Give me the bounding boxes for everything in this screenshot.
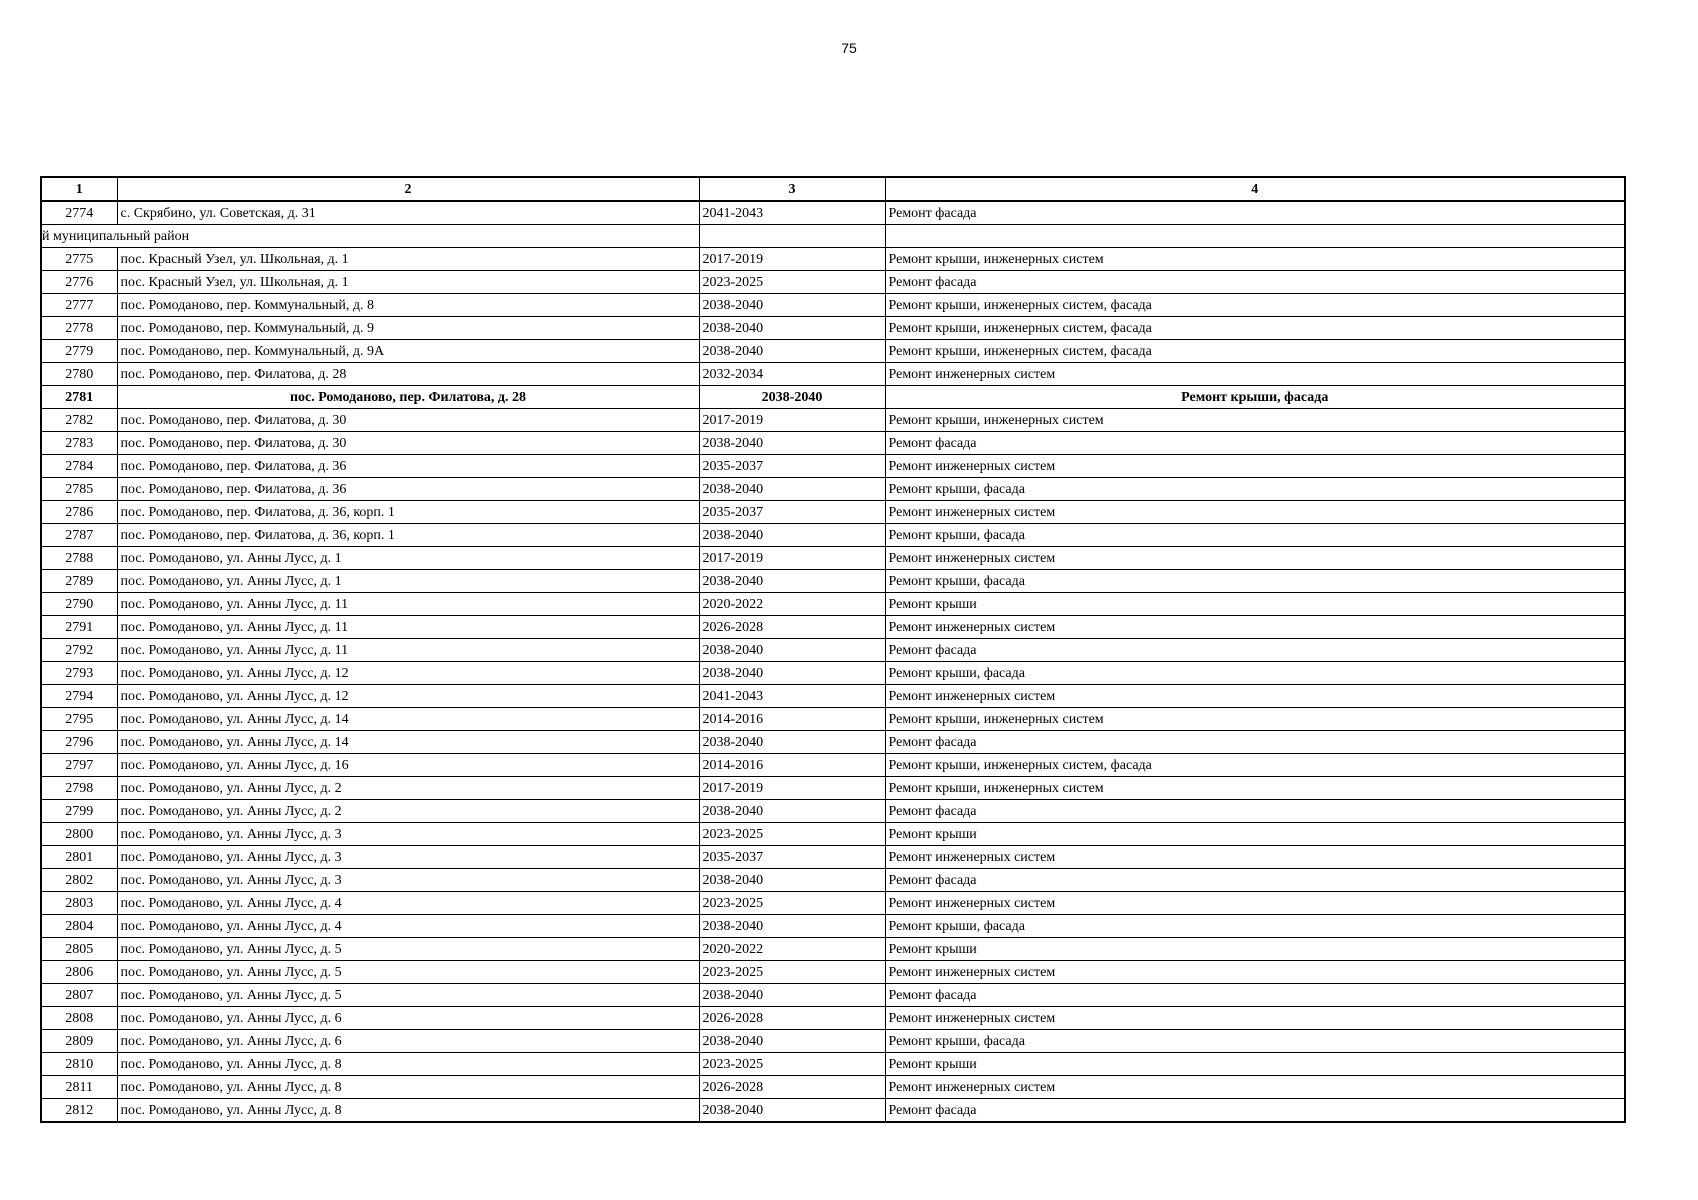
work-cell: Ремонт крыши, инженерных систем, фасада (885, 294, 1625, 317)
period-cell: 2023-2025 (699, 961, 885, 984)
period-cell: 2026-2028 (699, 1007, 885, 1030)
table-row (41, 685, 1625, 708)
period-cell: 2038-2040 (699, 800, 885, 823)
table-body (41, 201, 1625, 1122)
table-row (41, 1076, 1625, 1099)
work-cell: Ремонт инженерных систем (885, 616, 1625, 639)
period-cell: 2017-2019 (699, 547, 885, 570)
address-cell: пос. Ромоданово, пер. Филатова, д. 36 (117, 455, 699, 478)
address-cell: пос. Ромоданово, пер. Филатова, д. 30 (117, 432, 699, 455)
page-number: 75 (841, 40, 857, 56)
row-number-cell: 2779 (41, 340, 117, 363)
address-cell: пос. Ромоданово, пер. Филатова, д. 28 (117, 363, 699, 386)
period-cell: 2038-2040 (699, 570, 885, 593)
period-cell: 2038-2040 (699, 386, 885, 409)
address-cell: пос. Ромоданово, пер. Филатова, д. 36 (117, 478, 699, 501)
table-row (41, 777, 1625, 800)
work-cell: Ремонт крыши, инженерных систем (885, 777, 1625, 800)
work-cell: Ремонт крыши, фасада (885, 478, 1625, 501)
period-cell (699, 225, 885, 248)
row-number-cell: 2791 (41, 616, 117, 639)
table-row (41, 662, 1625, 685)
section-row (41, 225, 1625, 248)
address-cell: пос. Красный Узел, ул. Школьная, д. 1 (117, 248, 699, 271)
work-cell (885, 225, 1625, 248)
period-cell: 2020-2022 (699, 593, 885, 616)
header-row (41, 177, 1625, 201)
period-cell: 2038-2040 (699, 869, 885, 892)
work-cell: Ремонт инженерных систем (885, 1076, 1625, 1099)
row-number-cell: 2776 (41, 271, 117, 294)
table-row (41, 1053, 1625, 1076)
row-number-cell: 2774 (41, 201, 117, 225)
address-cell: пос. Ромоданово, ул. Анны Лусс, д. 12 (117, 662, 699, 685)
row-number-cell: 2802 (41, 869, 117, 892)
work-cell: Ремонт крыши, фасада (885, 662, 1625, 685)
period-cell: 2017-2019 (699, 409, 885, 432)
period-cell: 2023-2025 (699, 892, 885, 915)
row-number-cell: 2807 (41, 984, 117, 1007)
period-cell: 2038-2040 (699, 639, 885, 662)
period-cell: 2023-2025 (699, 823, 885, 846)
table-row (41, 1099, 1625, 1123)
column-header-period: 3 (699, 177, 885, 201)
period-cell: 2035-2037 (699, 455, 885, 478)
row-number-cell: 2793 (41, 662, 117, 685)
address-cell: пос. Ромоданово, пер. Филатова, д. 36, корп. 1 (117, 524, 699, 547)
table-row (41, 846, 1625, 869)
address-cell: пос. Ромоданово, ул. Анны Лусс, д. 16 (117, 754, 699, 777)
work-cell: Ремонт инженерных систем (885, 892, 1625, 915)
address-cell: пос. Ромоданово, ул. Анны Лусс, д. 3 (117, 823, 699, 846)
period-cell: 2038-2040 (699, 294, 885, 317)
table-row (41, 616, 1625, 639)
work-cell: Ремонт крыши (885, 593, 1625, 616)
table-row (41, 800, 1625, 823)
row-number-cell: 2784 (41, 455, 117, 478)
row-number-cell: 2800 (41, 823, 117, 846)
table-row (41, 915, 1625, 938)
repair-schedule-table (40, 176, 1626, 1123)
address-cell: пос. Ромоданово, ул. Анны Лусс, д. 8 (117, 1053, 699, 1076)
address-cell: пос. Ромоданово, пер. Филатова, д. 30 (117, 409, 699, 432)
row-number-cell: 2805 (41, 938, 117, 961)
period-cell: 2038-2040 (699, 1099, 885, 1123)
row-number-cell: 2806 (41, 961, 117, 984)
table-row (41, 317, 1625, 340)
period-cell: 2038-2040 (699, 317, 885, 340)
column-header-address: 2 (117, 177, 699, 201)
work-cell: Ремонт фасада (885, 731, 1625, 754)
address-cell: пос. Ромоданово, ул. Анны Лусс, д. 5 (117, 938, 699, 961)
row-number-cell: 2782 (41, 409, 117, 432)
work-cell: Ремонт инженерных систем (885, 685, 1625, 708)
period-cell: 2038-2040 (699, 731, 885, 754)
address-cell: пос. Ромоданово, ул. Анны Лусс, д. 6 (117, 1030, 699, 1053)
work-cell: Ремонт фасада (885, 1099, 1625, 1123)
period-cell: 2038-2040 (699, 524, 885, 547)
work-cell: Ремонт крыши (885, 938, 1625, 961)
period-cell: 2038-2040 (699, 432, 885, 455)
period-cell: 2017-2019 (699, 248, 885, 271)
row-number-cell: 2794 (41, 685, 117, 708)
work-cell: Ремонт крыши, фасада (885, 570, 1625, 593)
work-cell: Ремонт инженерных систем (885, 961, 1625, 984)
address-cell: пос. Ромоданово, ул. Анны Лусс, д. 14 (117, 731, 699, 754)
table-row (41, 708, 1625, 731)
table-row (41, 1030, 1625, 1053)
table-row (41, 547, 1625, 570)
work-cell: Ремонт крыши, инженерных систем, фасада (885, 340, 1625, 363)
row-number-cell: 2780 (41, 363, 117, 386)
period-cell: 2026-2028 (699, 1076, 885, 1099)
period-cell: 2032-2034 (699, 363, 885, 386)
work-cell: Ремонт инженерных систем (885, 1007, 1625, 1030)
address-cell: пос. Ромоданово, ул. Анны Лусс, д. 2 (117, 800, 699, 823)
period-cell: 2023-2025 (699, 1053, 885, 1076)
work-cell: Ремонт крыши, инженерных систем (885, 409, 1625, 432)
row-number-cell: 2790 (41, 593, 117, 616)
period-cell: 2026-2028 (699, 616, 885, 639)
work-cell: Ремонт инженерных систем (885, 846, 1625, 869)
period-cell: 2020-2022 (699, 938, 885, 961)
row-number-cell: 2789 (41, 570, 117, 593)
period-cell: 2038-2040 (699, 340, 885, 363)
row-number-cell: 2797 (41, 754, 117, 777)
table-row (41, 731, 1625, 754)
work-cell: Ремонт инженерных систем (885, 363, 1625, 386)
table-row (41, 754, 1625, 777)
address-cell: пос. Ромоданово, пер. Филатова, д. 36, корп. 1 (117, 501, 699, 524)
period-cell: 2041-2043 (699, 685, 885, 708)
period-cell: 2035-2037 (699, 501, 885, 524)
table-row (41, 984, 1625, 1007)
row-number-cell: 2775 (41, 248, 117, 271)
work-cell: Ремонт фасада (885, 984, 1625, 1007)
work-cell: Ремонт крыши, фасада (885, 524, 1625, 547)
address-cell: пос. Ромоданово, пер. Филатова, д. 28 (117, 386, 699, 409)
period-cell: 2038-2040 (699, 1030, 885, 1053)
row-number-cell: 2796 (41, 731, 117, 754)
row-number-cell: 2809 (41, 1030, 117, 1053)
work-cell: Ремонт крыши, инженерных систем (885, 708, 1625, 731)
address-cell: пос. Ромоданово, ул. Анны Лусс, д. 3 (117, 846, 699, 869)
column-header-number: 1 (41, 177, 117, 201)
row-number-cell: 2792 (41, 639, 117, 662)
work-cell: Ремонт инженерных систем (885, 455, 1625, 478)
work-cell: Ремонт инженерных систем (885, 501, 1625, 524)
address-cell: пос. Ромоданово, ул. Анны Лусс, д. 14 (117, 708, 699, 731)
work-cell: Ремонт крыши, инженерных систем, фасада (885, 754, 1625, 777)
work-cell: Ремонт фасада (885, 639, 1625, 662)
table-row (41, 340, 1625, 363)
table-header (41, 177, 1625, 201)
work-cell: Ремонт фасада (885, 271, 1625, 294)
table-row (41, 455, 1625, 478)
address-cell: пос. Ромоданово, ул. Анны Лусс, д. 4 (117, 915, 699, 938)
work-cell: Ремонт крыши, фасада (885, 386, 1625, 409)
address-cell: с. Скрябино, ул. Советская, д. 31 (117, 201, 699, 225)
period-cell: 2038-2040 (699, 478, 885, 501)
work-cell: Ремонт фасада (885, 432, 1625, 455)
row-number-cell: 2785 (41, 478, 117, 501)
row-number-cell: 2781 (41, 386, 117, 409)
row-number-cell: 2799 (41, 800, 117, 823)
table-row (41, 386, 1625, 409)
table-row (41, 639, 1625, 662)
address-cell: пос. Ромоданово, ул. Анны Лусс, д. 4 (117, 892, 699, 915)
table-row (41, 524, 1625, 547)
address-cell: пос. Ромоданово, ул. Анны Лусс, д. 12 (117, 685, 699, 708)
row-number-cell: 2795 (41, 708, 117, 731)
period-cell: 2014-2016 (699, 708, 885, 731)
row-number-cell: 2801 (41, 846, 117, 869)
address-cell: пос. Ромоданово, ул. Анны Лусс, д. 5 (117, 984, 699, 1007)
table-row (41, 892, 1625, 915)
work-cell: Ремонт крыши, фасада (885, 1030, 1625, 1053)
table-row (41, 869, 1625, 892)
work-cell: Ремонт крыши, инженерных систем, фасада (885, 317, 1625, 340)
table-row (41, 409, 1625, 432)
work-cell: Ремонт крыши (885, 823, 1625, 846)
row-number-cell: 2786 (41, 501, 117, 524)
work-cell: Ремонт крыши, фасада (885, 915, 1625, 938)
row-number-cell: 2788 (41, 547, 117, 570)
row-number-cell: 2798 (41, 777, 117, 800)
table-row (41, 593, 1625, 616)
table-row (41, 432, 1625, 455)
address-cell: пос. Ромоданово, пер. Коммунальный, д. 9 (117, 317, 699, 340)
work-cell: Ремонт фасада (885, 800, 1625, 823)
table-row (41, 823, 1625, 846)
period-cell: 2038-2040 (699, 662, 885, 685)
table-row (41, 271, 1625, 294)
address-cell: пос. Ромоданово, ул. Анны Лусс, д. 8 (117, 1099, 699, 1123)
row-number-cell: 2803 (41, 892, 117, 915)
table-row (41, 363, 1625, 386)
section-label: й муниципальный район (41, 225, 699, 248)
address-cell: пос. Ромоданово, ул. Анны Лусс, д. 11 (117, 616, 699, 639)
address-cell: пос. Ромоданово, ул. Анны Лусс, д. 8 (117, 1076, 699, 1099)
row-number-cell: 2777 (41, 294, 117, 317)
work-cell: Ремонт крыши, инженерных систем (885, 248, 1625, 271)
address-cell: пос. Ромоданово, ул. Анны Лусс, д. 3 (117, 869, 699, 892)
table-row (41, 501, 1625, 524)
row-number-cell: 2808 (41, 1007, 117, 1030)
table-row (41, 961, 1625, 984)
address-cell: пос. Ромоданово, ул. Анны Лусс, д. 1 (117, 547, 699, 570)
work-cell: Ремонт фасада (885, 201, 1625, 225)
address-cell: пос. Ромоданово, пер. Коммунальный, д. 8 (117, 294, 699, 317)
table-row (41, 294, 1625, 317)
row-number-cell: 2804 (41, 915, 117, 938)
period-cell: 2023-2025 (699, 271, 885, 294)
table-row (41, 248, 1625, 271)
table-row (41, 478, 1625, 501)
address-cell: пос. Ромоданово, ул. Анны Лусс, д. 11 (117, 639, 699, 662)
address-cell: пос. Ромоданово, ул. Анны Лусс, д. 6 (117, 1007, 699, 1030)
work-cell: Ремонт крыши (885, 1053, 1625, 1076)
row-number-cell: 2812 (41, 1099, 117, 1123)
table-row (41, 938, 1625, 961)
period-cell: 2041-2043 (699, 201, 885, 225)
period-cell: 2014-2016 (699, 754, 885, 777)
address-cell: пос. Ромоданово, ул. Анны Лусс, д. 5 (117, 961, 699, 984)
address-cell: пос. Ромоданово, ул. Анны Лусс, д. 1 (117, 570, 699, 593)
row-number-cell: 2811 (41, 1076, 117, 1099)
row-number-cell: 2778 (41, 317, 117, 340)
work-cell: Ремонт инженерных систем (885, 547, 1625, 570)
period-cell: 2038-2040 (699, 915, 885, 938)
table-row (41, 201, 1625, 225)
row-number-cell: 2810 (41, 1053, 117, 1076)
table-row (41, 1007, 1625, 1030)
period-cell: 2017-2019 (699, 777, 885, 800)
address-cell: пос. Ромоданово, ул. Анны Лусс, д. 11 (117, 593, 699, 616)
period-cell: 2035-2037 (699, 846, 885, 869)
column-header-work: 4 (885, 177, 1625, 201)
address-cell: пос. Ромоданово, пер. Коммунальный, д. 9А (117, 340, 699, 363)
row-number-cell: 2787 (41, 524, 117, 547)
period-cell: 2038-2040 (699, 984, 885, 1007)
table-row (41, 570, 1625, 593)
row-number-cell: 2783 (41, 432, 117, 455)
work-cell: Ремонт фасада (885, 869, 1625, 892)
address-cell: пос. Ромоданово, ул. Анны Лусс, д. 2 (117, 777, 699, 800)
address-cell: пос. Красный Узел, ул. Школьная, д. 1 (117, 271, 699, 294)
